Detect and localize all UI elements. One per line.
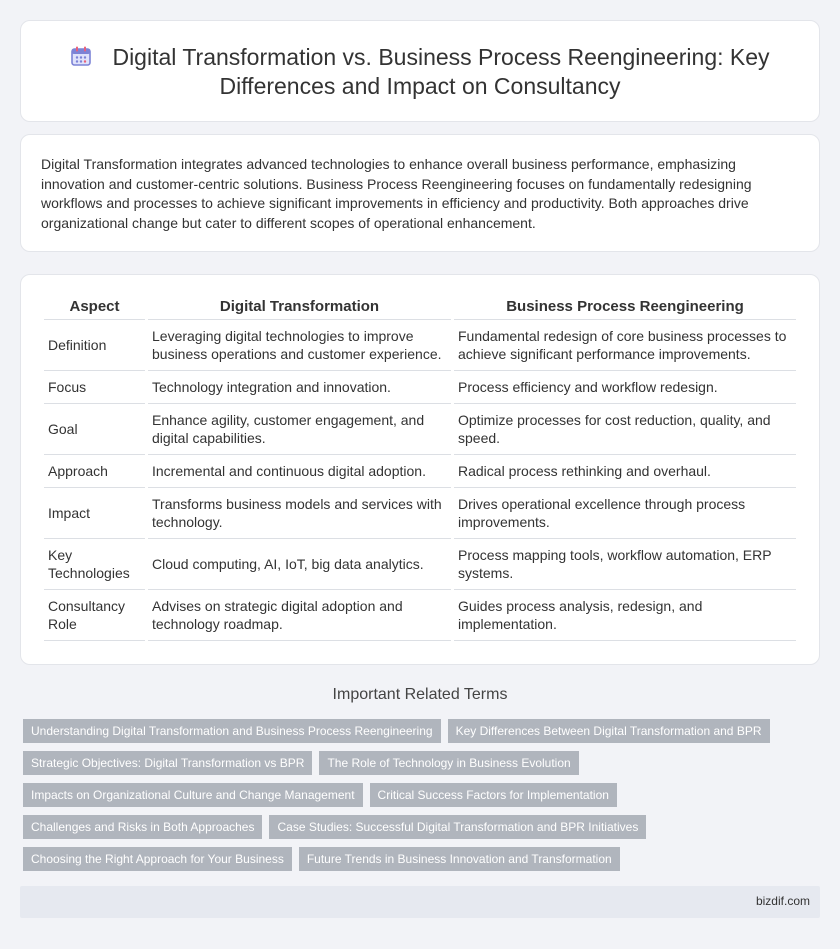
header-digital-transformation: Digital Transformation	[148, 295, 451, 320]
related-terms-title: Important Related Terms	[332, 686, 508, 703]
bpr-cell: Fundamental redesign of core business processes to achieve significant performance improvements.	[454, 320, 796, 371]
related-term-tag[interactable]: Case Studies: Successful Digital Transformation and BPR Initiatives	[269, 815, 646, 839]
related-term-tag[interactable]: Understanding Digital Transformation and Business Process Reengineering	[23, 719, 441, 743]
intro-paragraph: Digital Transformation integrates advanced technologies to enhance overall business performance, emphasizing innovation and customer-centric solutions. Business Process Reengineering focuses on fundamentally redesigning workflows and processes to achieve significant improvements in efficiency and productivity. Both approaches drive organizational change but cater to different scopes of operational enhancement.	[41, 156, 752, 231]
footer-bar	[20, 886, 820, 918]
related-term-tag[interactable]: Strategic Objectives: Digital Transformation vs BPR	[23, 751, 312, 775]
bpr-cell: Radical process rethinking and overhaul.	[454, 455, 796, 488]
dt-cell: Transforms business models and services with technology.	[148, 488, 451, 539]
related-term-tag[interactable]: The Role of Technology in Business Evolution	[319, 751, 578, 775]
bpr-cell: Guides process analysis, redesign, and implementation.	[454, 590, 796, 641]
related-term-tag[interactable]: Critical Success Factors for Implementation	[370, 783, 617, 807]
comparison-table	[41, 295, 799, 641]
related-term-tag[interactable]: Impacts on Organizational Culture and Change Management	[23, 783, 363, 807]
dt-cell: Leveraging digital technologies to improve business operations and customer experience.	[148, 320, 451, 371]
header-bpr: Business Process Reengineering	[454, 295, 796, 320]
related-terms-list	[23, 719, 813, 879]
table-row	[44, 320, 796, 371]
bpr-cell: Optimize processes for cost reduction, quality, and speed.	[454, 404, 796, 455]
bpr-cell: Drives operational excellence through process improvements.	[454, 488, 796, 539]
related-term-tag[interactable]: Choosing the Right Approach for Your Business	[23, 847, 292, 871]
aspect-cell: Impact	[44, 488, 145, 539]
table-row	[44, 590, 796, 641]
title-wrap	[51, 43, 789, 101]
dt-cell: Incremental and continuous digital adoption.	[148, 455, 451, 488]
dt-cell: Cloud computing, AI, IoT, big data analytics.	[148, 539, 451, 590]
dt-cell: Enhance agility, customer engagement, and digital capabilities.	[148, 404, 451, 455]
intro-card	[20, 134, 820, 252]
aspect-cell: Consultancy Role	[44, 590, 145, 641]
table-header-row	[44, 295, 796, 320]
dt-cell: Technology integration and innovation.	[148, 371, 451, 404]
aspect-cell: Focus	[44, 371, 145, 404]
header-aspect: Aspect	[44, 295, 145, 320]
related-term-tag[interactable]: Challenges and Risks in Both Approaches	[23, 815, 262, 839]
aspect-cell: Goal	[44, 404, 145, 455]
page-title: Digital Transformation vs. Business Process Reengineering: Key Differences and Impact on Consultancy	[112, 44, 770, 99]
aspect-cell: Definition	[44, 320, 145, 371]
table-row	[44, 539, 796, 590]
table-row	[44, 488, 796, 539]
bpr-cell: Process efficiency and workflow redesign.	[454, 371, 796, 404]
table-row	[44, 371, 796, 404]
related-term-tag[interactable]: Future Trends in Business Innovation and Transformation	[299, 847, 620, 871]
aspect-cell: Approach	[44, 455, 145, 488]
dt-cell: Advises on strategic digital adoption and technology roadmap.	[148, 590, 451, 641]
calendar-icon	[70, 45, 92, 67]
aspect-cell: Key Technologies	[44, 539, 145, 590]
table-row	[44, 404, 796, 455]
title-card	[20, 20, 820, 122]
footer-site-link[interactable]: bizdif.com	[755, 894, 810, 908]
related-term-tag[interactable]: Key Differences Between Digital Transformation and BPR	[448, 719, 770, 743]
table-row	[44, 455, 796, 488]
comparison-card	[20, 274, 820, 665]
bpr-cell: Process mapping tools, workflow automation, ERP systems.	[454, 539, 796, 590]
